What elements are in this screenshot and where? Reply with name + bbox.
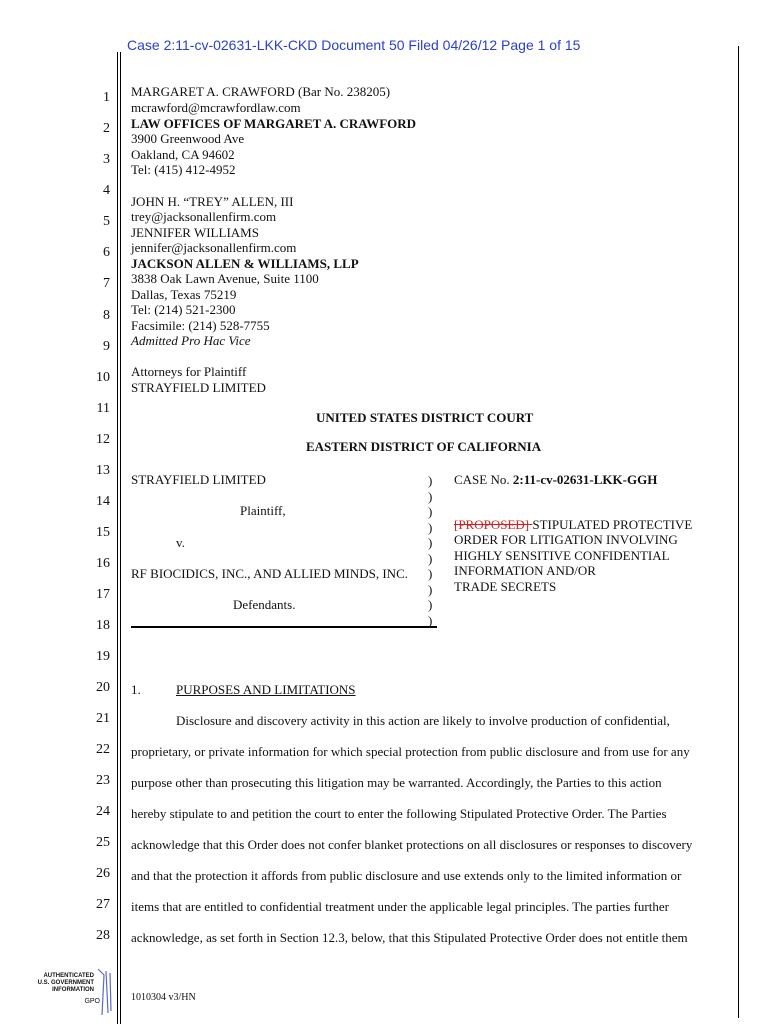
left-margin-rule-outer [117, 52, 118, 1024]
logo-line-2: U.S. GOVERNMENT [37, 980, 94, 986]
body-line: proprietary, or private information for which special protection from public disclosure and from use for any [131, 744, 690, 759]
line-number: 18 [96, 618, 110, 633]
body-line: hereby stipulate to and petition the court to enter the following Stipulated Protective Order. The Parties [131, 806, 667, 821]
line-number: 7 [103, 276, 110, 291]
filing-header: Case 2:11-cv-02631-LKK-CKD Document 50 Filed 04/26/12 Page 1 of 15 [127, 37, 581, 53]
line-number: 25 [96, 835, 110, 850]
line-number: 9 [103, 339, 110, 354]
body-line: acknowledge that this Order does not confer blanket protections on all disclosures or responses to discovery [131, 837, 693, 852]
paren: ) [428, 535, 433, 550]
section-heading: PURPOSES AND LIMITATIONS [176, 682, 356, 697]
eagle-seal-icon [94, 967, 114, 1017]
case-number: 2:11-cv-02631-LKK-GGH [512, 472, 658, 487]
body-line: items that are entitled to confidential treatment under the applicable legal principles. The parties further [131, 899, 669, 914]
paren: ) [428, 504, 433, 519]
counsel2-admitted: Admitted Pro Hac Vice [131, 333, 251, 348]
line-number: 24 [96, 804, 110, 819]
counsel2-street: 3838 Oak Lawn Avenue, Suite 1100 [131, 271, 319, 286]
paren: ) [428, 597, 433, 612]
caption-plaintiff-role: Plaintiff, [240, 503, 286, 518]
court-name: UNITED STATES DISTRICT COURT [316, 410, 534, 425]
paren: ) [428, 612, 433, 628]
caption-defendants: RF BIOCIDICS, INC., AND ALLIED MINDS, INC. [131, 566, 408, 581]
counsel1-name: MARGARET A. CRAWFORD (Bar No. 238205) [131, 84, 391, 99]
left-margin-rule-inner [120, 52, 121, 1024]
caption-underline [131, 626, 437, 628]
line-number: 26 [96, 866, 110, 881]
line-number: 22 [96, 742, 110, 757]
footer-doc-id: 1010304 v3/HN [131, 992, 196, 1003]
line-number: 15 [96, 525, 110, 540]
body-line: purpose other than prosecuting this litigation may be warranted. Accordingly, the Parties to this action [131, 775, 662, 790]
line-number: 13 [96, 463, 110, 478]
logo-line-1: AUTHENTICATED [43, 973, 94, 979]
body-line: and that the protection it affords from public disclosure and use extends only to the limited information or [131, 868, 682, 883]
paren: ) [428, 519, 433, 535]
gpo-authentication-logo [28, 967, 116, 1017]
counsel1-firm: LAW OFFICES OF MARGARET A. CRAWFORD [131, 116, 417, 131]
logo-line-3: INFORMATION [52, 987, 94, 993]
line-number: 11 [96, 401, 110, 416]
line-number: 19 [96, 649, 110, 664]
caption-versus: v. [176, 535, 185, 550]
caption-defendant-role: Defendants. [233, 597, 296, 612]
order-title-line-4: INFORMATION AND/OR [454, 563, 596, 578]
line-number: 6 [103, 245, 110, 260]
paren: ) [428, 550, 433, 566]
paren: ) [428, 473, 433, 488]
line-number: 17 [96, 587, 110, 602]
line-number: 4 [103, 183, 110, 198]
proposed-strikethrough: [PROPOSED] [454, 517, 533, 532]
counsel1-street: 3900 Greenwood Ave [131, 131, 245, 146]
line-number: 1 [103, 90, 110, 105]
line-number: 21 [96, 711, 110, 726]
counsel2-email1: trey@jacksonallenfirm.com [131, 209, 277, 224]
case-number-line [454, 472, 657, 487]
counsel1-city: Oakland, CA 94602 [131, 147, 235, 162]
plaintiff-caption: STRAYFIELD LIMITED [131, 380, 266, 395]
counsel2-name2: JENNIFER WILLIAMS [131, 225, 259, 240]
counsel2-tel: Tel: (214) 521-2300 [131, 302, 236, 317]
line-number: 28 [96, 928, 110, 943]
right-margin-rule [738, 46, 739, 1018]
line-number: 20 [96, 680, 110, 695]
order-title-line-2: ORDER FOR LITIGATION INVOLVING [454, 532, 678, 547]
district-name: EASTERN DISTRICT OF CALIFORNIA [306, 439, 542, 454]
paren: ) [428, 566, 433, 581]
order-title-line-3: HIGHLY SENSITIVE CONFIDENTIAL [454, 548, 670, 563]
counsel2-city: Dallas, Texas 75219 [131, 287, 237, 302]
counsel2-firm: JACKSON ALLEN & WILLIAMS, LLP [131, 256, 359, 271]
line-number: 27 [96, 897, 110, 912]
order-title-line-1 [454, 517, 692, 532]
paren: ) [428, 488, 433, 504]
case-label: CASE No. [454, 472, 513, 487]
body-line: Disclosure and discovery activity in this action are likely to involve production of confidential, [176, 713, 670, 728]
counsel1-tel: Tel: (415) 412-4952 [131, 162, 236, 177]
caption-parens [428, 473, 432, 628]
paren: ) [428, 581, 433, 597]
attorneys-for: Attorneys for Plaintiff [131, 364, 247, 379]
order-title-line-5: TRADE SECRETS [454, 579, 557, 594]
line-number: 2 [103, 121, 110, 136]
line-number: 5 [103, 214, 110, 229]
line-number: 3 [103, 152, 110, 167]
counsel2-email2: jennifer@jacksonallenfirm.com [131, 240, 297, 255]
logo-line-4: GPO [84, 998, 100, 1005]
line-number: 23 [96, 773, 110, 788]
counsel2-fax: Facsimile: (214) 528-7755 [131, 318, 270, 333]
body-line: acknowledge, as set forth in Section 12.3, below, that this Stipulated Protective Order does not entitle them [131, 930, 688, 945]
caption-plaintiff: STRAYFIELD LIMITED [131, 472, 266, 487]
line-number: 12 [96, 432, 110, 447]
counsel1-email: mcrawford@mcrawfordlaw.com [131, 100, 301, 115]
line-number: 10 [96, 370, 110, 385]
line-number: 8 [103, 308, 110, 323]
order-title-text: STIPULATED PROTECTIVE [532, 517, 693, 532]
line-number: 16 [96, 556, 110, 571]
line-number: 14 [96, 494, 110, 509]
counsel2-name1: JOHN H. “TREY” ALLEN, III [131, 194, 294, 209]
section-number: 1. [131, 682, 141, 697]
